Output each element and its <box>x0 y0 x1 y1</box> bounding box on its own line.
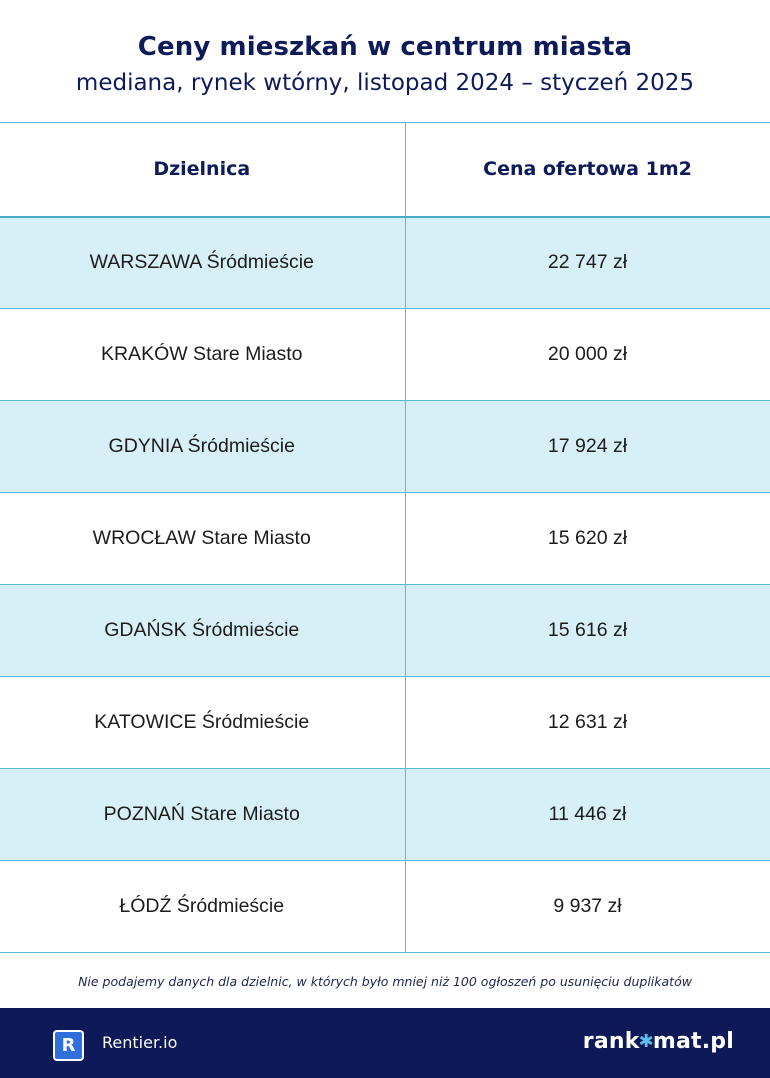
district-cell: KRAKÓW Stare Miasto <box>0 309 405 401</box>
table-row <box>0 217 770 309</box>
price-cell: 12 631 zł <box>405 677 770 769</box>
star-icon: ✱ <box>638 1031 654 1052</box>
rentier-logo-text: Rentier.io <box>102 1033 178 1052</box>
price-cell: 15 616 zł <box>405 585 770 677</box>
page-title: Ceny mieszkań w centrum miasta <box>137 32 633 62</box>
rentier-logo-badge: R <box>53 1030 84 1061</box>
column-header-price: Cena ofertowa 1m2 <box>405 123 770 217</box>
price-table <box>0 122 770 953</box>
table-header-row <box>0 123 770 217</box>
district-cell: POZNAŃ Stare Miasto <box>0 769 405 861</box>
table-row <box>0 493 770 585</box>
price-cell: 9 937 zł <box>405 861 770 953</box>
district-cell: GDYNIA Śródmieście <box>0 401 405 493</box>
district-cell: WARSZAWA Śródmieście <box>0 217 405 309</box>
table-row <box>0 585 770 677</box>
table-row <box>0 309 770 401</box>
price-cell: 20 000 zł <box>405 309 770 401</box>
table-row <box>0 861 770 953</box>
rankomat-logo <box>583 1028 734 1056</box>
district-cell: ŁÓDŹ Śródmieście <box>0 861 405 953</box>
price-cell: 22 747 zł <box>405 217 770 309</box>
district-cell: WROCŁAW Stare Miasto <box>0 493 405 585</box>
column-header-district: Dzielnica <box>0 123 405 217</box>
footnote: Nie podajemy danych dla dzielnic, w których było mniej niż 100 ogłoszeń po usunięciu duplikatów <box>78 974 692 989</box>
page-subtitle: mediana, rynek wtórny, listopad 2024 – styczeń 2025 <box>75 70 695 96</box>
price-cell: 17 924 zł <box>405 401 770 493</box>
rankomat-logo-left: rank <box>582 1029 640 1054</box>
footer-bar <box>0 1008 770 1078</box>
price-cell: 15 620 zł <box>405 493 770 585</box>
district-cell: GDAŃSK Śródmieście <box>0 585 405 677</box>
price-cell: 11 446 zł <box>405 769 770 861</box>
table-row <box>0 401 770 493</box>
table-row <box>0 677 770 769</box>
title-block <box>0 0 770 122</box>
rankomat-logo-right: mat.pl <box>652 1029 734 1054</box>
table-row <box>0 769 770 861</box>
district-cell: KATOWICE Śródmieście <box>0 677 405 769</box>
